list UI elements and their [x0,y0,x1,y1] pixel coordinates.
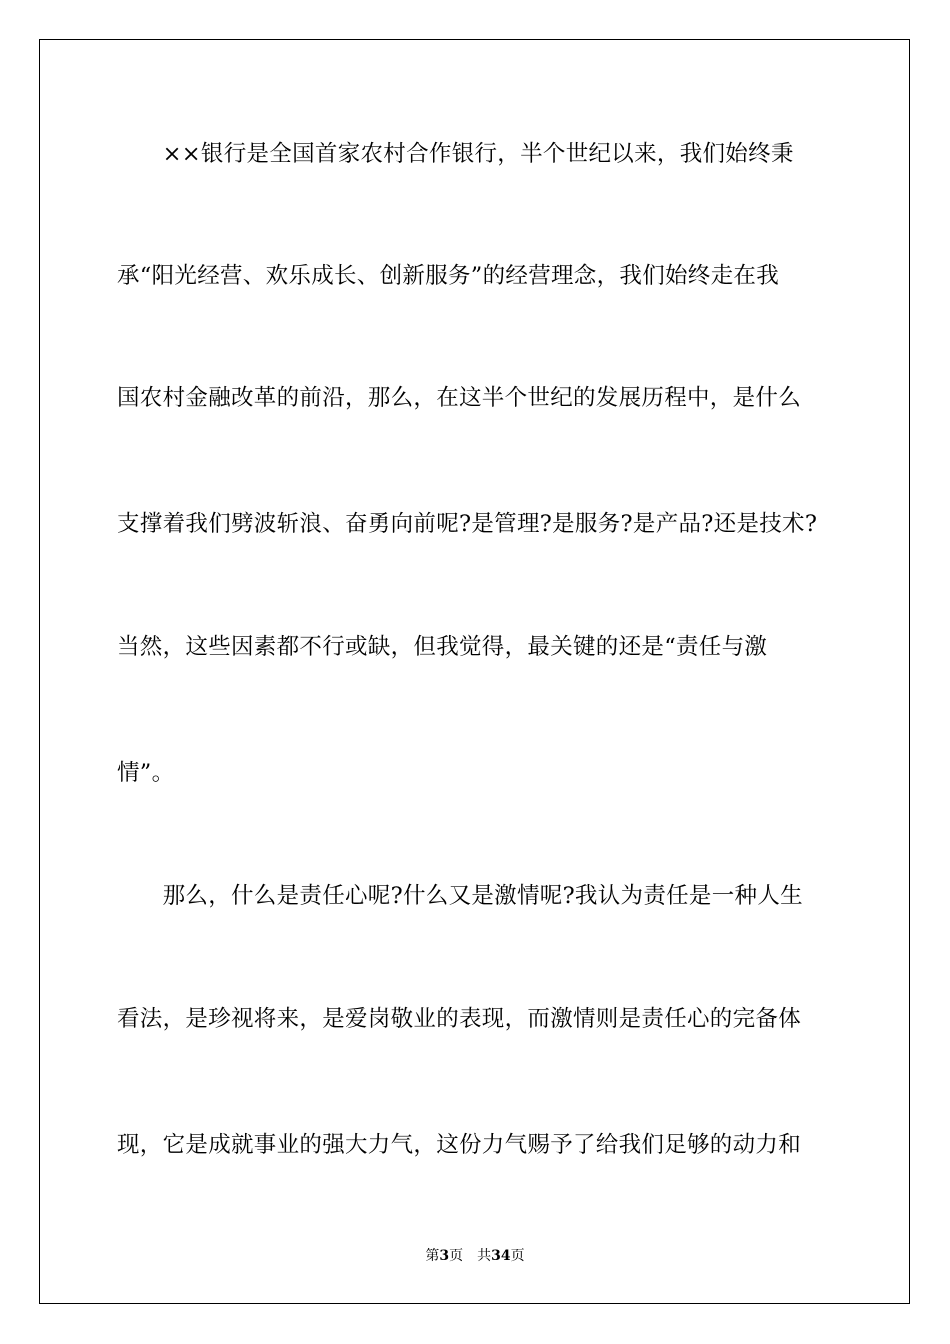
text-line-7: 那么，什么是责任心呢?什么又是激情呢?我认为责任是一种人生 [117,883,803,909]
text-line-9: 现，它是成就事业的强大力气，这份力气赐予了给我们足够的动力和 [117,1132,802,1158]
footer-page-prefix: 第 [425,1248,440,1264]
text-line-5: 当然，这些因素都不行或缺，但我觉得，最关键的还是“责任与激 [117,634,768,660]
text-line-8: 看法，是珍视将来，是爱岗敬业的表现，而激情则是责任心的完备体 [117,1006,802,1032]
page-footer [0,1246,950,1266]
text-line-1: ××银行是全国首家农村合作银行，半个世纪以来，我们始终秉 [117,141,794,167]
text-line-4: 支撑着我们劈波斩浪、奋勇向前呢?是管理?是服务?是产品?还是技术? [117,511,818,537]
footer-total-prefix: 共 [477,1248,492,1264]
footer-page-suffix: 页 [449,1248,464,1264]
text-line-3: 国农村金融改革的前沿，那么，在这半个世纪的发展历程中，是什么 [117,385,802,411]
footer-total-pages: 34 [491,1248,511,1264]
footer-page-number: 3 [439,1248,450,1264]
page-border [39,39,910,1304]
text-line-2: 承“阳光经营、欢乐成长、创新服务”的经营理念，我们始终走在我 [117,263,780,289]
footer-total-suffix: 页 [510,1248,525,1264]
text-line-6: 情”。 [117,760,175,786]
